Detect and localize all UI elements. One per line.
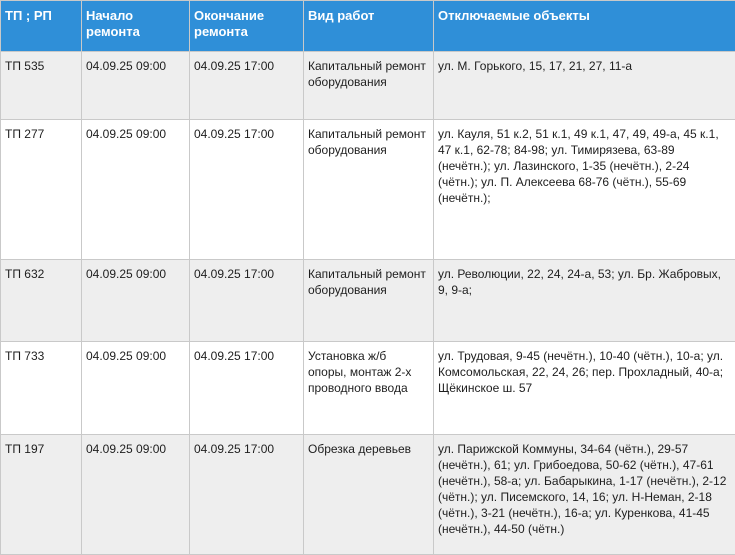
header-row	[1, 1, 735, 52]
cell-objects: ул. Парижской Коммуны, 34-64 (чётн.), 29-57 (нечётн.), 61; ул. Грибоедова, 50-62 (чётн.), 47-61 (нечётн.), 58-а; ул. Бабарыкина, 1-17 (нечётн.), 2-12 (чётн.); ул. Писемского, 14, 16; ул. Н-Неман, 2-18 (чётн.), 3-21 (нечётн.), 16-а; ул. Куренкова, 41-45 (нечётн.), 44-50 (чётн.)	[434, 435, 735, 555]
cell-objects: ул. Революции, 22, 24, 24-а, 53; ул. Бр. Жабровых, 9, 9-а;	[434, 260, 735, 342]
cell-tp: ТП 197	[1, 435, 82, 555]
cell-objects: ул. Трудовая, 9-45 (нечётн.), 10-40 (чётн.), 10-а; ул. Комсомольская, 22, 24, 26; пер. Прохладный, 40-а; Щёкинское ш. 57	[434, 342, 735, 435]
cell-start: 04.09.25 09:00	[82, 120, 190, 260]
table-row	[1, 52, 735, 120]
cell-work: Капитальный ремонт оборудования	[304, 52, 434, 120]
cell-end: 04.09.25 17:00	[190, 260, 304, 342]
header-end: Окончание ремонта	[190, 1, 304, 52]
cell-start: 04.09.25 09:00	[82, 260, 190, 342]
cell-work: Капитальный ремонт оборудования	[304, 120, 434, 260]
cell-tp: ТП 632	[1, 260, 82, 342]
cell-tp: ТП 733	[1, 342, 82, 435]
cell-end: 04.09.25 17:00	[190, 52, 304, 120]
cell-objects: ул. М. Горького, 15, 17, 21, 27, 11-а	[434, 52, 735, 120]
table-row	[1, 260, 735, 342]
cell-end: 04.09.25 17:00	[190, 435, 304, 555]
cell-end: 04.09.25 17:00	[190, 120, 304, 260]
header-work: Вид работ	[304, 1, 434, 52]
cell-start: 04.09.25 09:00	[82, 52, 190, 120]
cell-work: Установка ж/б опоры, монтаж 2-х проводного ввода	[304, 342, 434, 435]
header-objects: Отключаемые объекты	[434, 1, 735, 52]
cell-tp: ТП 277	[1, 120, 82, 260]
cell-work: Обрезка деревьев	[304, 435, 434, 555]
header-tp: ТП ; РП	[1, 1, 82, 52]
header-start: Начало ремонта	[82, 1, 190, 52]
cell-end: 04.09.25 17:00	[190, 342, 304, 435]
table-row	[1, 342, 735, 435]
table-row	[1, 435, 735, 555]
cell-start: 04.09.25 09:00	[82, 435, 190, 555]
cell-work: Капитальный ремонт оборудования	[304, 260, 434, 342]
table-row	[1, 120, 735, 260]
cell-tp: ТП 535	[1, 52, 82, 120]
cell-objects: ул. Кауля, 51 к.2, 51 к.1, 49 к.1, 47, 49, 49-а, 45 к.1, 47 к.1, 62-78; 84-98; ул. Тимирязева, 63-89 (нечётн.); ул. Лазинского, 1-35 (нечётн.), 2-24 (чётн.); ул. П. Алексеева 68-76 (чётн.), 55-69 (нечётн.);	[434, 120, 735, 260]
cell-start: 04.09.25 09:00	[82, 342, 190, 435]
